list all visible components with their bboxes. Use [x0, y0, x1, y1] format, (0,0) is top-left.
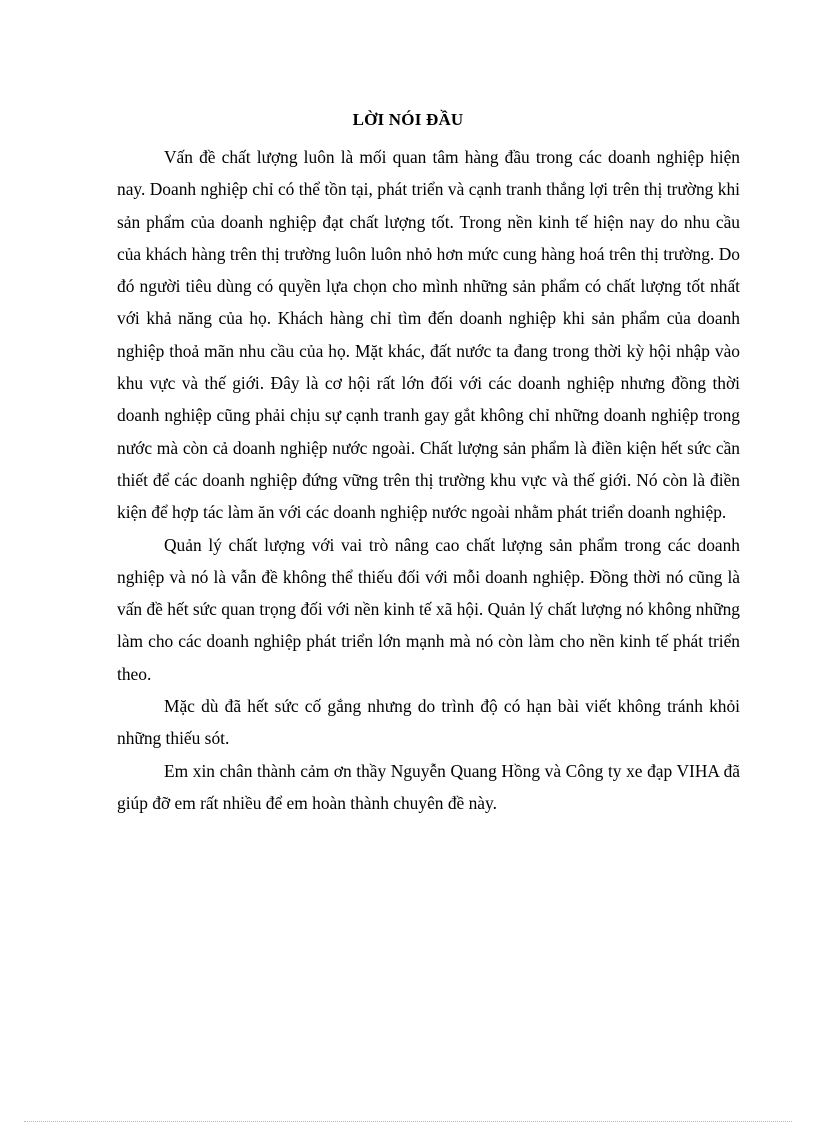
paragraph-limitations: Mặc dù đã hết sức cố gắng nhưng do trình độ có hạn bài viết không tránh khỏi những thiếu sót.: [117, 696, 740, 749]
paragraph-acknowledgement: Em xin chân thành cảm ơn thầy Nguyễn Quang Hồng và Công ty xe đạp VIHA đã giúp đỡ em rất nhiều để em hoàn thành chuyên đề này.: [117, 760, 740, 813]
document-title: LỜI NÓI ĐẦU: [352, 110, 464, 129]
document-body: [117, 141, 740, 819]
paragraph-quality-management: Quản lý chất lượng với vai trò nâng cao chất lượng sản phẩm trong các doanh nghiệp và nó là vẫn đề không thể thiếu đối với mỗi doanh nghiệp. Đồng thời nó cũng là vấn đề hết sức quan trọng đối với nền kinh tế xã hội. Quản lý chất lượng nó không những làm cho các doanh nghiệp phát triển lớn mạnh mà nó còn làm cho nền kinh tế phát triển theo.: [117, 534, 740, 684]
page-bottom-divider: [24, 1121, 792, 1122]
paragraph-intro: Vấn đề chất lượng luôn là mối quan tâm hàng đầu trong các doanh nghiệp hiện nay. Doanh nghiệp chỉ có thể tồn tại, phát triển và cạnh tranh thắng lợi trên thị trường khi sản phẩm của doanh nghiệp đạt chất lượng tốt. Trong nền kinh tế hiện nay do nhu cầu của khách hàng trên thị trường luôn luôn nhỏ hơn mức cung hàng hoá trên thị trường. Do đó người tiêu dùng có quyền lựa chọn cho mình những sản phẩm có chất lượng tốt nhất với khả năng của họ. Khách hàng chỉ tìm đến doanh nghiệp khi sản phẩm của doanh nghiệp thoả mãn nhu cầu của họ. Mặt khác, đất nước ta đang trong thời kỳ hội nhập vào khu vực và thế giới. Đây là cơ hội rất lớn đối với các doanh nghiệp nhưng đồng thời doanh nghiệp cũng phải chịu sự cạnh tranh gay gắt không chỉ những doanh nghiệp trong nước mà còn cả doanh nghiệp nước ngoài. Chất lượng sản phẩm là điền kiện hết sức cần thiết để các doanh nghiệp đứng vững trên thị trường khu vực và thế giới. Nó còn là điền kiện để hợp tác làm ăn với các doanh nghiệp nước ngoài nhằm phát triển doanh nghiệp.: [117, 147, 740, 523]
